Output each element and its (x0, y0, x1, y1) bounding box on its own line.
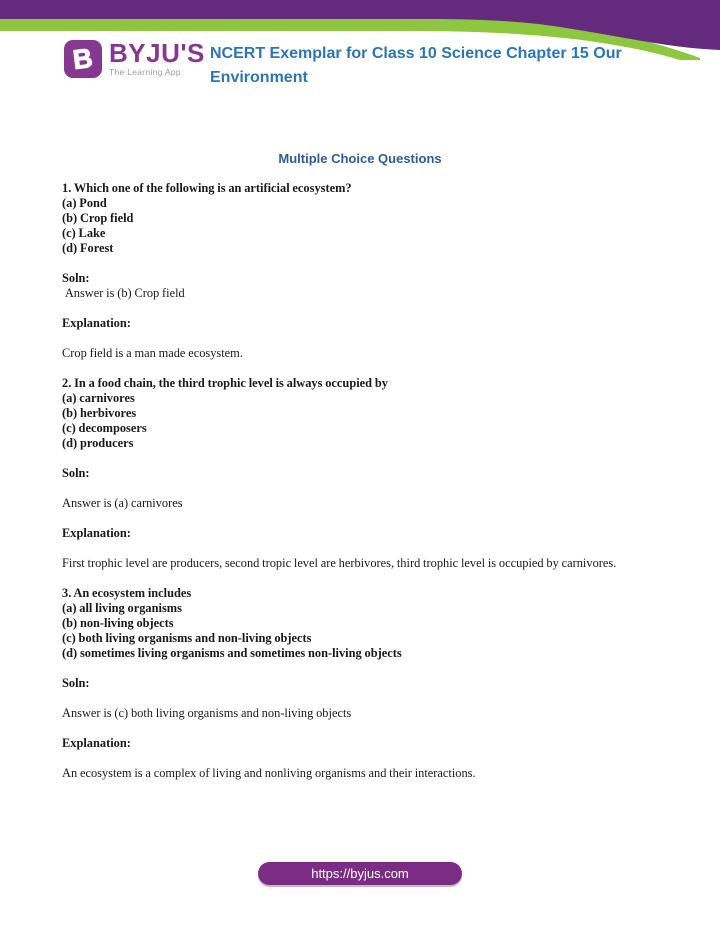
explanation-text: An ecosystem is a complex of living and nonliving organisms and their interactions. (62, 766, 476, 780)
explanation-label: Explanation: (62, 526, 131, 540)
question-text: 3. An ecosystem includes (62, 586, 192, 600)
explanation-text: Crop field is a man made ecosystem. (62, 346, 243, 360)
answer-text: Answer is (c) both living organisms and non-living objects (62, 706, 352, 720)
question-option: (a) carnivores (62, 391, 135, 405)
question-option: (c) decomposers (62, 421, 147, 435)
page-title: NCERT Exemplar for Class 10 Science Chapter 15 Our Environment (210, 45, 622, 86)
question-option: (b) herbivores (62, 406, 137, 420)
byjus-wordmark-box (109, 40, 205, 77)
answer-text: Answer is (a) carnivores (62, 496, 183, 510)
question-options (62, 196, 664, 256)
question-option: (a) Pond (62, 196, 107, 210)
answer-text: Answer is (b) Crop field (62, 286, 185, 300)
questions-container (62, 181, 664, 781)
byjus-logo-badge (64, 40, 102, 78)
page-header (0, 0, 720, 110)
question-option: (d) Forest (62, 241, 114, 255)
explanation-label: Explanation: (62, 736, 131, 750)
question-option: (d) producers (62, 436, 134, 450)
question-options (62, 391, 664, 451)
question-text: 2. In a food chain, the third trophic level is always occupied by (62, 376, 388, 390)
soln-label: Soln: (62, 676, 90, 690)
soln-label: Soln: (62, 466, 90, 480)
question-block (62, 181, 664, 256)
question-option: (c) Lake (62, 226, 106, 240)
byjus-tagline: The Learning App (109, 67, 181, 77)
question-section (62, 586, 664, 781)
mcq-heading: Multiple Choice Questions (278, 151, 442, 166)
question-text: 1. Which one of the following is an artificial ecosystem? (62, 181, 352, 195)
question-option: (d) sometimes living organisms and sometimes non-living objects (62, 646, 402, 660)
footer-url-pill[interactable] (258, 862, 462, 885)
question-section (62, 376, 664, 571)
question-section (62, 181, 664, 361)
question-block (62, 376, 664, 451)
question-block (62, 586, 664, 661)
question-options (62, 601, 664, 661)
footer-url: https://byjus.com (311, 865, 409, 881)
question-option: (c) both living organisms and non-living objects (62, 631, 312, 645)
byjus-wordmark: BYJU'S (109, 38, 205, 68)
explanation-text: First trophic level are producers, second tropic level are herbivores, third trophic level is occupied by carnivores. (62, 556, 617, 570)
question-option: (b) Crop field (62, 211, 134, 225)
question-option: (a) all living organisms (62, 601, 182, 615)
soln-label: Soln: (62, 271, 90, 285)
explanation-label: Explanation: (62, 316, 131, 330)
question-option: (b) non-living objects (62, 616, 174, 630)
byjus-logo-b-icon: B (71, 42, 95, 75)
